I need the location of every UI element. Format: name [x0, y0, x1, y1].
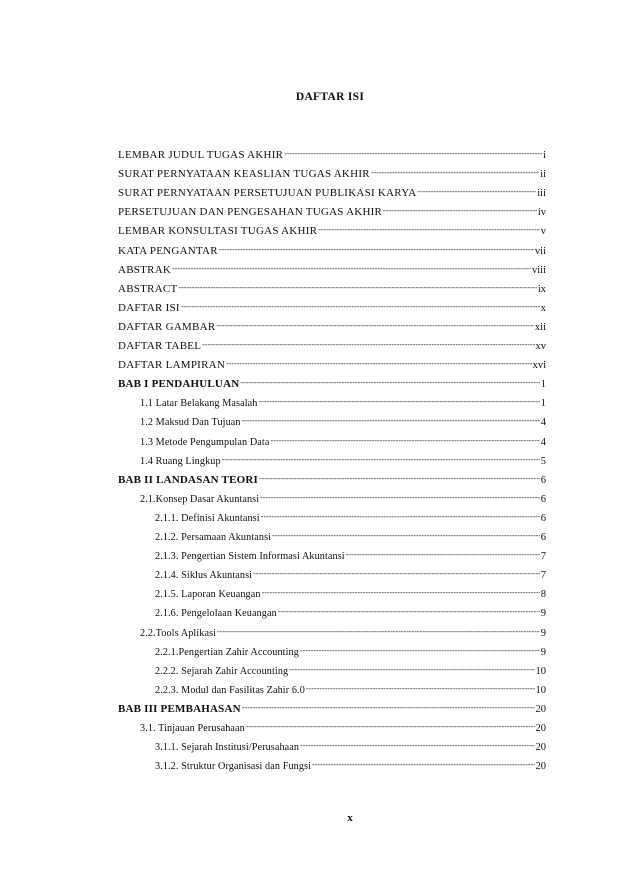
toc-entry-label: 1.3 Metode Pengumpulan Data [140, 436, 270, 448]
toc-entry-page: xvi [532, 360, 546, 372]
toc-dot-leader [371, 166, 539, 179]
toc-entry-page: 10 [535, 665, 546, 677]
toc-entry-page: 6 [540, 474, 546, 486]
toc-entry[interactable] [118, 203, 546, 219]
toc-entry-page: ix [537, 283, 546, 295]
toc-entry[interactable] [155, 662, 546, 678]
toc-entry-label: DAFTAR ISI [118, 301, 180, 314]
toc-dot-leader [181, 300, 540, 313]
toc-entry-label: 2.2.2. Sejarah Zahir Accounting [155, 665, 289, 677]
toc-entry-label: 1.4 Ruang Lingkup [140, 455, 221, 467]
toc-dot-leader [289, 663, 534, 676]
toc-entry-page: 9 [540, 627, 546, 639]
toc-entry-label: LEMBAR JUDUL TUGAS AKHIR [118, 149, 284, 161]
toc-entry[interactable] [155, 604, 546, 620]
toc-dot-leader [258, 395, 539, 408]
toc-entry[interactable] [118, 280, 546, 296]
toc-entry-page: iv [537, 207, 546, 219]
toc-entry-page: 20 [535, 723, 546, 734]
toc-entry-page: vii [534, 245, 546, 257]
toc-entry-page: 4 [540, 417, 546, 429]
toc-entry[interactable] [140, 452, 546, 468]
toc-entry[interactable] [118, 299, 546, 315]
toc-entry-page: 1 [540, 379, 546, 391]
toc-dot-leader [383, 204, 537, 217]
toc-entry[interactable] [140, 394, 546, 410]
toc-entry-page: 9 [540, 646, 546, 658]
toc-dot-leader [346, 548, 540, 561]
toc-entry-label: 2.1.3. Pengertian Sistem Informasi Akuntansi [155, 551, 345, 563]
toc-entry-label: 2.2.3. Modul dan Fasilitas Zahir 6.0 [155, 684, 305, 696]
toc-dot-leader [261, 510, 540, 523]
toc-dot-leader [306, 682, 535, 695]
toc-entry[interactable] [155, 566, 546, 582]
toc-entry[interactable] [155, 643, 546, 659]
toc-entry-page: xii [534, 321, 546, 333]
toc-entry-label: PERSETUJUAN DAN PENGESAHAN TUGAS AKHIR [118, 206, 383, 219]
toc-entry-label: 2.1.Konsep Dasar Akuntansi [140, 493, 260, 505]
toc-entry[interactable] [118, 700, 546, 716]
toc-entry[interactable] [118, 356, 546, 372]
toc-entry-page: 20 [535, 761, 546, 773]
toc-entry-label: DAFTAR GAMBAR [118, 320, 216, 333]
toc-dot-leader [219, 243, 534, 256]
toc-entry-label: 2.1.2. Persamaan Akuntansi [155, 532, 272, 543]
toc-dot-leader [242, 701, 535, 714]
toc-entry[interactable] [118, 261, 546, 277]
toc-entry[interactable] [140, 719, 546, 735]
toc-dot-leader [202, 338, 534, 351]
toc-entry[interactable] [155, 738, 546, 754]
toc-entry-page: 6 [540, 532, 546, 543]
toc-entry-page: iii [537, 188, 546, 200]
toc-dot-leader [240, 376, 539, 389]
toc-entry-label: 3.1.1. Sejarah Institusi/Perusahaan [155, 742, 300, 754]
toc-dot-leader [300, 644, 540, 657]
toc-entry[interactable] [118, 242, 546, 258]
toc-entry[interactable] [155, 585, 546, 601]
toc-dot-leader [222, 453, 540, 466]
toc-entry[interactable] [118, 337, 546, 353]
toc-entry[interactable] [140, 490, 546, 506]
toc-entry-label: 2.1.1. Definisi Akuntansi [155, 512, 260, 524]
toc-entry-page: 8 [540, 589, 546, 601]
toc-dot-leader [300, 739, 534, 752]
toc-entry-label: 2.1.4. Siklus Akuntansi [155, 570, 253, 582]
toc-dot-leader [278, 605, 540, 618]
toc-entry[interactable] [140, 624, 546, 640]
toc-entry[interactable] [118, 318, 546, 334]
toc-entry[interactable] [118, 184, 546, 200]
toc-entry[interactable] [140, 413, 546, 429]
toc-dot-leader [312, 758, 534, 771]
toc-dot-leader [226, 357, 532, 370]
toc-entry-page: xv [535, 341, 546, 352]
toc-entry-page: 7 [540, 551, 546, 563]
toc-dot-leader [284, 147, 542, 160]
toc-dot-leader [318, 223, 540, 236]
toc-entry[interactable] [118, 375, 546, 391]
toc-entry-label: BAB III PEMBAHASAN [118, 702, 241, 715]
toc-entry-label: 3.1.2. Struktur Organisasi dan Fungsi [155, 761, 312, 773]
toc-entry-page: 9 [540, 608, 546, 620]
toc-entry-page: 4 [540, 436, 546, 448]
toc-entry-label: 3.1. Tinjauan Perusahaan [140, 723, 245, 734]
toc-dot-leader [216, 319, 533, 332]
toc-entry-page: 20 [535, 703, 546, 715]
toc-entry-page: x [540, 302, 546, 314]
toc-entry[interactable] [155, 757, 546, 773]
toc-entry-label: SURAT PERNYATAAN PERSETUJUAN PUBLIKASI KARYA [118, 187, 417, 200]
page-title: DAFTAR ISI [295, 91, 365, 103]
toc-entry-page: 10 [535, 684, 546, 696]
toc-entry-page: 5 [540, 455, 546, 467]
toc-entry[interactable] [118, 471, 546, 487]
toc-entry-label: DAFTAR LAMPIRAN [118, 359, 226, 372]
toc-entry-label: ABSTRACT [118, 282, 178, 295]
page-number: x [347, 812, 353, 824]
toc-entry-label: 1.2 Maksud Dan Tujuan [140, 417, 241, 429]
toc-dot-leader [259, 472, 540, 485]
toc-dot-leader [246, 720, 535, 733]
toc-entry-label: 2.1.5. Laporan Keuangan [155, 589, 261, 601]
toc-dot-leader [253, 567, 540, 580]
toc-entry-label: 2.2.1.Pengertian Zahir Accounting [155, 646, 299, 658]
toc-entry-page: 7 [540, 570, 546, 582]
toc-dot-leader [270, 434, 539, 447]
toc-dot-leader [417, 185, 536, 198]
toc-dot-leader [260, 491, 540, 504]
toc-entry-label: LEMBAR KONSULTASI TUGAS AKHIR [118, 225, 318, 238]
toc-entry-label: BAB I PENDAHULUAN [118, 378, 240, 391]
toc-entry[interactable] [155, 547, 546, 563]
toc-dot-leader [262, 586, 540, 599]
toc-entry[interactable] [118, 146, 546, 162]
toc-entry[interactable] [155, 528, 546, 544]
toc-dot-leader [178, 281, 536, 294]
toc-entry[interactable] [155, 509, 546, 525]
toc-entry-label: 1.1 Latar Belakang Masalah [140, 398, 258, 410]
toc-entry-page: 1 [540, 398, 546, 410]
toc-dot-leader [217, 625, 540, 638]
toc-entry[interactable] [155, 681, 546, 697]
toc-entry[interactable] [118, 165, 546, 181]
toc-entry-label: DAFTAR TABEL [118, 340, 202, 352]
toc-entry-page: viii [531, 264, 546, 276]
toc-entry-label: BAB II LANDASAN TEORI [118, 473, 259, 486]
toc-entry-page: 20 [535, 742, 546, 754]
toc-entry-page: 6 [540, 512, 546, 524]
toc-entry[interactable] [118, 222, 546, 238]
toc-entry-label: SURAT PERNYATAAN KEASLIAN TUGAS AKHIR [118, 168, 370, 181]
toc-entry-page: ii [540, 169, 546, 181]
toc-entry[interactable] [140, 433, 546, 449]
toc-entry-label: KATA PENGANTAR [118, 244, 218, 257]
toc-dot-leader [272, 529, 540, 542]
toc-entry-label: 2.1.6. Pengelolaan Keuangan [155, 608, 277, 620]
toc-dot-leader [242, 414, 540, 427]
toc-entry-page: 6 [540, 493, 546, 505]
toc-dot-leader [172, 262, 531, 275]
toc-entry-label: ABSTRAK [118, 263, 172, 276]
toc-entry-page: v [540, 226, 546, 238]
toc-entry-page: i [543, 150, 546, 161]
toc-entry-label: 2.2.Tools Aplikasi [140, 627, 217, 639]
